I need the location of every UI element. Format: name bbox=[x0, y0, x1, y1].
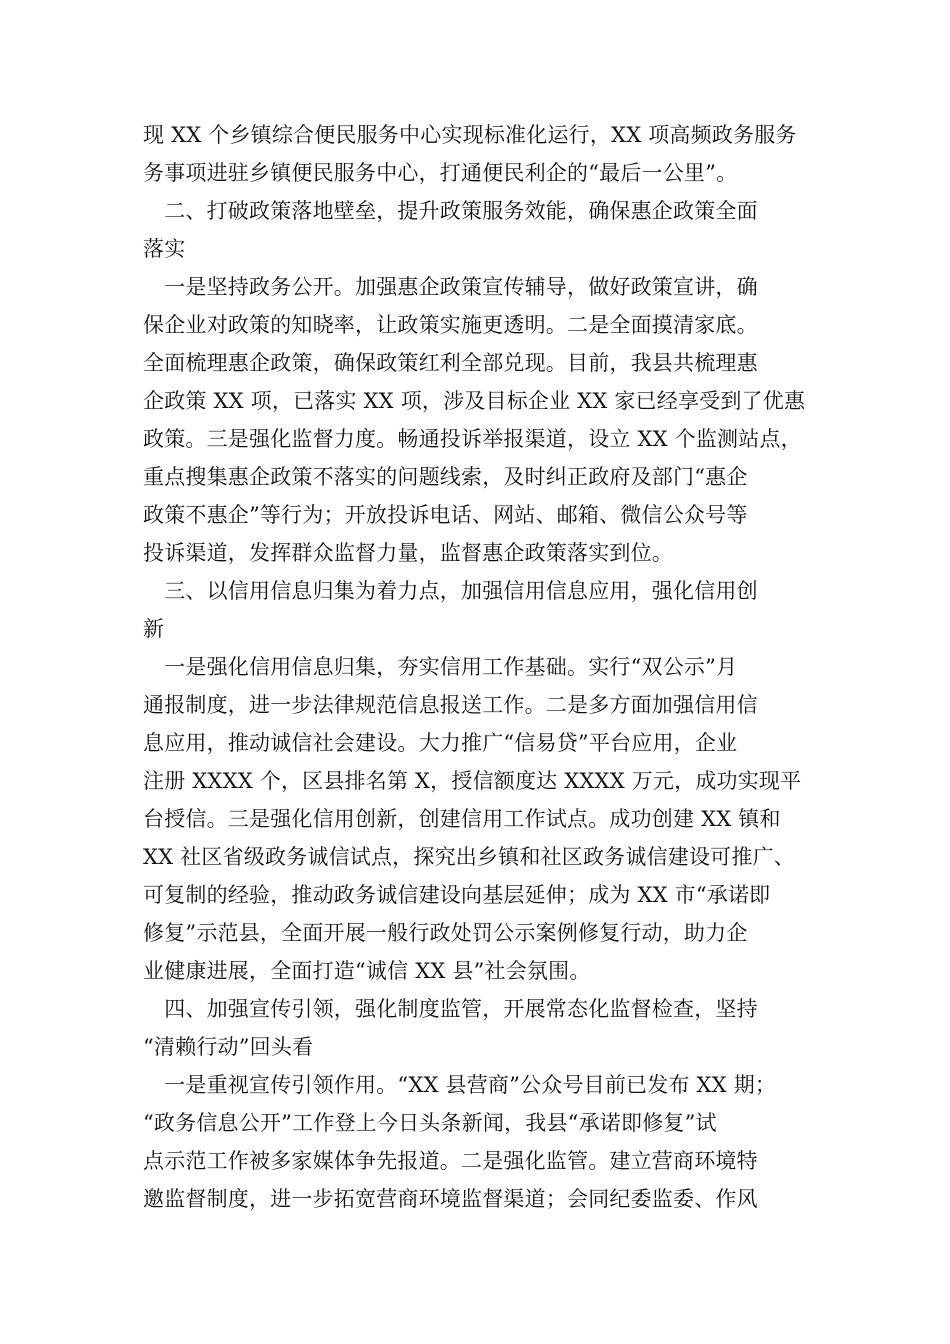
section-heading: “清赖行动”回头看 bbox=[143, 1035, 314, 1059]
text-line: 一是强化信用信息归集，夯实信用工作基础。实行“双公示”月 bbox=[143, 655, 738, 679]
section-heading: 落实 bbox=[143, 237, 186, 261]
text-line: 全面梳理惠企政策，确保政策红利全部兑现。目前，我县共梳理惠 bbox=[143, 351, 758, 375]
text-line: 保企业对政策的知晓率，让政策实施更透明。二是全面摸清家底。 bbox=[143, 313, 758, 337]
text-line: 可复制的经验，推动政务诚信建设向基层延伸；成为 XX 市“承诺即 bbox=[143, 883, 771, 907]
text-line: XX 社区省级政务诚信试点，探究出乡镇和社区政务诚信建设可推广、 bbox=[143, 845, 795, 869]
text-line: 现 XX 个乡镇综合便民服务中心实现标准化运行，XX 项高频政务服务 bbox=[143, 123, 797, 147]
text-line: “政务信息公开”工作登上今日头条新闻，我县“承诺即修复”试 bbox=[143, 1111, 717, 1135]
text-line: 一是重视宣传引领作用。“XX 县营商”公众号目前已发布 XX 期； bbox=[143, 1073, 777, 1097]
text-line: 政策不惠企”等行为；开放投诉电话、网站、邮箱、微信公众号等 bbox=[143, 503, 748, 527]
text-line: 邀监督制度，进一步拓宽营商环境监督渠道；会同纪委监委、作风 bbox=[143, 1187, 758, 1211]
section-heading: 二、打破政策落地壁垒，提升政策服务效能，确保惠企政策全面 bbox=[143, 199, 758, 223]
text-line: 投诉渠道，发挥群众监督力量，监督惠企政策落实到位。 bbox=[143, 541, 673, 565]
text-line: 企政策 XX 项，已落实 XX 项，涉及目标企业 XX 家已经享受到了优惠 bbox=[143, 389, 806, 413]
text-line: 重点搜集惠企政策不落实的问题线索，及时纠正政府及部门“惠企 bbox=[143, 465, 748, 489]
text-line: 注册 XXXX 个，区县排名第 X，授信额度达 XXXX 万元，成功实现平 bbox=[143, 769, 802, 793]
text-line: 息应用，推动诚信社会建设。大力推广“信易贷”平台应用，企业 bbox=[143, 731, 738, 755]
text-line: 一是坚持政务公开。加强惠企政策宣传辅导，做好政策宣讲，确 bbox=[143, 275, 758, 299]
text-line: 点示范工作被多家媒体争先报道。二是强化监管。建立营商环境特 bbox=[143, 1149, 758, 1173]
text-line: 业健康进展，全面打造“诚信 XX 县”社会氛围。 bbox=[143, 959, 591, 983]
section-heading: 新 bbox=[143, 617, 165, 641]
text-line: 通报制度，进一步法律规范信息报送工作。二是多方面加强信用信 bbox=[143, 693, 758, 717]
text-line: 台授信。三是强化信用创新，创建信用工作试点。成功创建 XX 镇和 bbox=[143, 807, 781, 831]
section-heading: 三、以信用信息归集为着力点，加强信用信息应用，强化信用创 bbox=[143, 579, 758, 603]
text-line: 政策。三是强化监督力度。畅通投诉举报渠道，设立 XX 个监测站点， bbox=[143, 427, 802, 451]
text-line: 修复”示范县，全面开展一般行政处罚公示案例修复行动，助力企 bbox=[143, 921, 748, 945]
section-heading: 四、加强宣传引领，强化制度监管，开展常态化监督检查，坚持 bbox=[143, 997, 758, 1021]
text-line: 务事项进驻乡镇便民服务中心，打通便民利企的“最后一公里”。 bbox=[143, 161, 738, 185]
